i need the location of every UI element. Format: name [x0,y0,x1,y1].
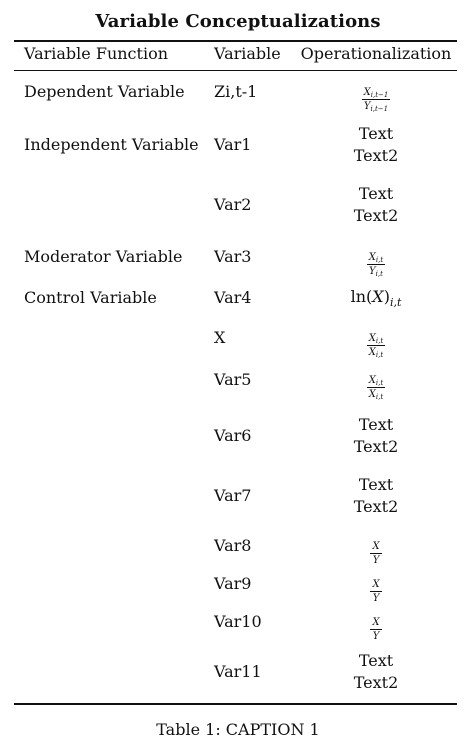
row-operationalization [296,80,456,112]
fraction-denominator [367,346,385,358]
row-operationalization [296,650,456,694]
denominator-sub: i,t [375,351,384,359]
row-function: Independent Variable [24,135,199,154]
row-operationalization [296,183,456,227]
row-variable: Var7 [214,486,252,505]
denominator-var: X [368,347,376,358]
fraction-denominator [367,265,385,277]
func-var: X [372,287,384,306]
numerator-var: X [372,541,380,552]
bottom-rule [14,703,457,705]
op-text-line1: Text [358,184,394,203]
fraction [362,87,391,112]
func-prefix: ln( [350,287,373,306]
row-variable: Var9 [214,574,252,593]
row-variable: Zi,t-1 [214,82,258,101]
denominator-var: Y [363,101,371,112]
log-expression [350,287,402,309]
fraction-numerator [367,333,385,346]
fraction-numerator [362,87,391,100]
denominator-sub: i,t [375,393,384,401]
row-function: Control Variable [24,288,157,307]
fraction-numerator [370,617,381,630]
row-operationalization [296,245,456,277]
row-operationalization [296,123,456,167]
numerator-sub: i,t [375,256,384,264]
denominator-var: Y [372,593,380,604]
fraction-numerator [370,579,381,592]
row-variable: Var4 [214,288,252,307]
fraction [370,617,381,642]
row-variable: Var10 [214,612,262,631]
fraction [367,375,385,400]
func-sub: i,t [389,296,402,309]
op-text-line1: Text [358,124,394,143]
fraction-numerator [367,375,385,388]
row-operationalization [296,368,456,400]
numerator-sub: i,t−1 [370,91,389,99]
row-operationalization [296,534,456,566]
fraction-numerator [367,252,385,265]
row-operationalization [296,572,456,604]
op-text-line2: Text2 [353,673,399,692]
fraction-denominator [371,554,382,566]
op-text-line2: Text2 [353,497,399,516]
fraction-denominator [371,592,382,604]
denominator-sub: i,t [375,270,383,278]
op-text-line1: Text [358,415,394,434]
row-function: Dependent Variable [24,82,185,101]
fraction [370,541,381,566]
fraction-numerator [370,541,381,554]
numerator-var: X [372,579,380,590]
header-rule [14,70,457,71]
header-variable: Variable [214,44,281,63]
row-operationalization [296,326,456,358]
denominator-sub: i,t−1 [370,105,389,113]
numerator-sub: i,t [375,337,384,345]
top-rule [14,40,457,42]
denominator-var: X [368,389,376,400]
numerator-var: X [368,375,376,386]
numerator-var: X [363,87,371,98]
row-variable: Var6 [214,426,252,445]
header-operationalization: Operationalization [300,44,452,63]
row-operationalization [296,287,456,309]
fraction [367,333,385,358]
fraction-denominator [367,388,385,400]
table-title: Variable Conceptualizations [95,11,381,32]
row-variable: X [214,328,226,347]
op-text-line1: Text [358,651,394,670]
op-text-line1: Text [358,475,394,494]
denominator-var: Y [372,631,380,642]
fraction-denominator [362,100,390,112]
row-variable: Var2 [214,195,252,214]
row-variable: Var3 [214,247,252,266]
row-variable: Var1 [214,135,252,154]
row-operationalization [296,474,456,518]
numerator-sub: i,t [375,379,384,387]
denominator-var: Y [369,266,376,277]
numerator-var: X [368,333,376,344]
fraction-denominator [371,630,382,642]
op-text-line2: Text2 [353,146,399,165]
row-operationalization [296,610,456,642]
row-variable: Var11 [214,662,262,681]
row-variable: Var8 [214,536,252,555]
row-operationalization [296,414,456,458]
fraction [367,252,385,277]
numerator-var: X [368,252,376,263]
row-function: Moderator Variable [24,247,183,266]
op-text-line2: Text2 [353,206,399,225]
func-suffix: ) [383,287,390,306]
denominator-var: Y [372,555,380,566]
fraction [370,579,381,604]
table-caption: Table 1: CAPTION 1 [156,720,320,739]
numerator-var: X [372,617,380,628]
header-variable-function: Variable Function [24,44,168,63]
row-variable: Var5 [214,370,252,389]
op-text-line2: Text2 [353,437,399,456]
